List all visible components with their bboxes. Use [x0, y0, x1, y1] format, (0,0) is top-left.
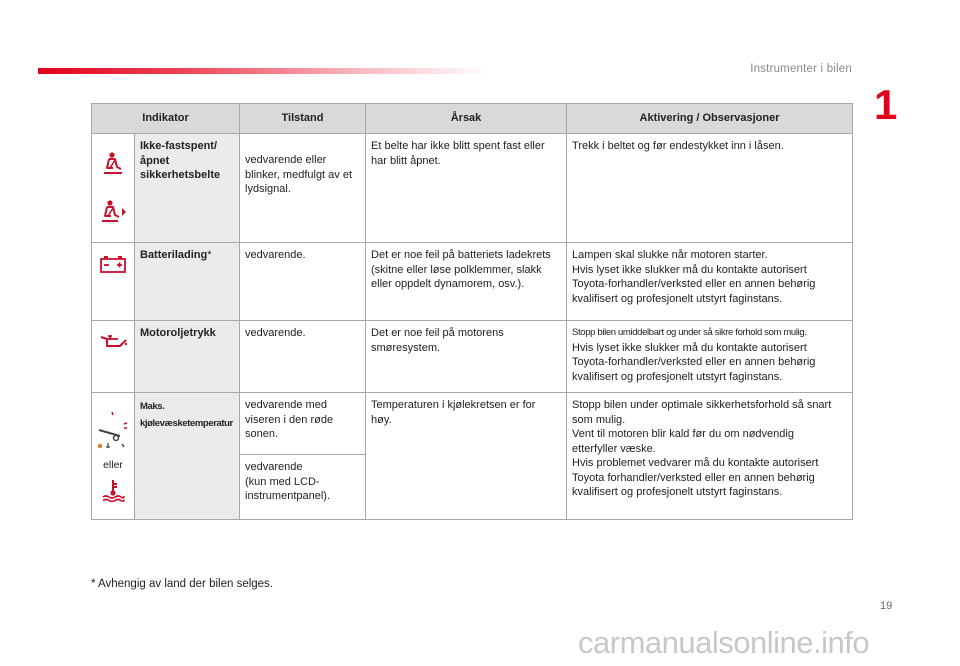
table-row-battery [92, 243, 853, 321]
state-text: vedvarende. [245, 327, 306, 339]
indicator-name [135, 321, 240, 393]
chapter-title: Instrumenter i bilen [750, 63, 852, 75]
state-cell-alt [240, 455, 366, 520]
action-cell [567, 243, 853, 321]
action-cell [567, 321, 853, 393]
state-text: vedvarende eller blinker, medfulgt av et lydsignal. [245, 154, 353, 195]
state-alt-text: vedvarende (kun med LCD- instrumentpanel). [245, 461, 331, 503]
action-text: Hvis lyset ikke slukker må du kontakte autorisert Toyota-forhandler/verksted eller en annen behørig kvalifisert og profesjonelt utstyrt faginstans. [572, 341, 816, 383]
state-cell [240, 134, 366, 243]
indicator-label-battery: Batterilading [140, 249, 208, 261]
table-row-seatbelt [92, 134, 853, 243]
seatbelt-front-icon [101, 151, 125, 177]
action-warning-text: Stopp bilen umiddelbart og under så sikre forhold som mulig. [572, 327, 807, 338]
column-header-action: Aktivering / Observasjoner [567, 104, 853, 134]
cause-text: Et belte har ikke blitt spent fast eller har blitt åpnet. [371, 140, 545, 167]
oil-can-icon [98, 333, 128, 349]
icon-cell [92, 321, 135, 393]
seatbelt-rear-icon [99, 199, 127, 225]
page-number: 19 [880, 600, 893, 612]
footnote-marker: * [207, 249, 212, 261]
icon-cell [92, 393, 135, 520]
state-cell [240, 321, 366, 393]
cause-text: Det er noe feil på motorens smøresystem. [371, 327, 504, 354]
indicator-label-seatbelt: Ikke-fastspent/ åpnet sikkerhetsbelte [140, 140, 221, 181]
indicator-name [135, 243, 240, 321]
state-cell [240, 393, 366, 455]
indicator-name [135, 393, 240, 520]
or-label: eller [103, 458, 123, 471]
cause-cell [366, 134, 567, 243]
cause-cell [366, 321, 567, 393]
battery-icon [99, 254, 127, 274]
column-header-state: Tilstand [240, 104, 366, 134]
indicator-label-oil-pressure: Motoroljetrykk [140, 327, 216, 339]
table-row-coolant [92, 393, 853, 455]
action-text: Lampen skal slukke når motoren starter. Hvis lyset ikke slukker må du kontakte autorisert Toyota-forhandler/verksted eller en annen behørig kvalifisert og profesjonelt utstyrt faginstans. [572, 249, 816, 305]
table-row-oil-pressure [92, 321, 853, 393]
coolant-temperature-icon [100, 478, 126, 502]
chapter-color-bar [38, 68, 488, 74]
cause-text: Det er noe feil på batteriets ladekrets (skitne eller løse polklemmer, slakk eller oppdelt dynamorem, osv.). [371, 249, 551, 290]
cause-text: Temperaturen i kjølekretsen er for høy. [371, 399, 536, 426]
state-text: vedvarende med viseren i den røde sonen. [245, 399, 334, 440]
action-text: Stopp bilen under optimale sikkerhetsforhold så snart som mulig. Vent til motoren blir kald før du om nødvendig etterfyller væske. Hvis problemet vedvarer må du kontakte autorisert Toyota forhandler/verksted eller en annen behørig kvalifisert og profesjonelt utstyrt faginstans. [572, 399, 832, 498]
state-cell [240, 243, 366, 321]
action-cell [567, 134, 853, 243]
action-text: Trekk i beltet og før endestykket inn i låsen. [572, 140, 784, 152]
watermark: carmanualsonline.info [578, 625, 870, 660]
icon-cell [92, 134, 135, 243]
cause-cell [366, 243, 567, 321]
footnote: * Avhengig av land der bilen selges. [91, 578, 274, 590]
cause-cell [366, 393, 567, 520]
warning-lights-table [91, 103, 853, 520]
column-header-cause: Årsak [366, 104, 567, 134]
indicator-name [135, 134, 240, 243]
table-header-row [92, 104, 853, 134]
action-cell [567, 393, 853, 520]
indicator-label-coolant: Maks. kjølevæsketemperatur [140, 401, 233, 429]
coolant-gauge-icon [96, 410, 130, 452]
chapter-number: 1 [874, 81, 898, 128]
icon-cell [92, 243, 135, 321]
column-header-indicator: Indikator [92, 104, 240, 134]
state-text: vedvarende. [245, 249, 306, 261]
